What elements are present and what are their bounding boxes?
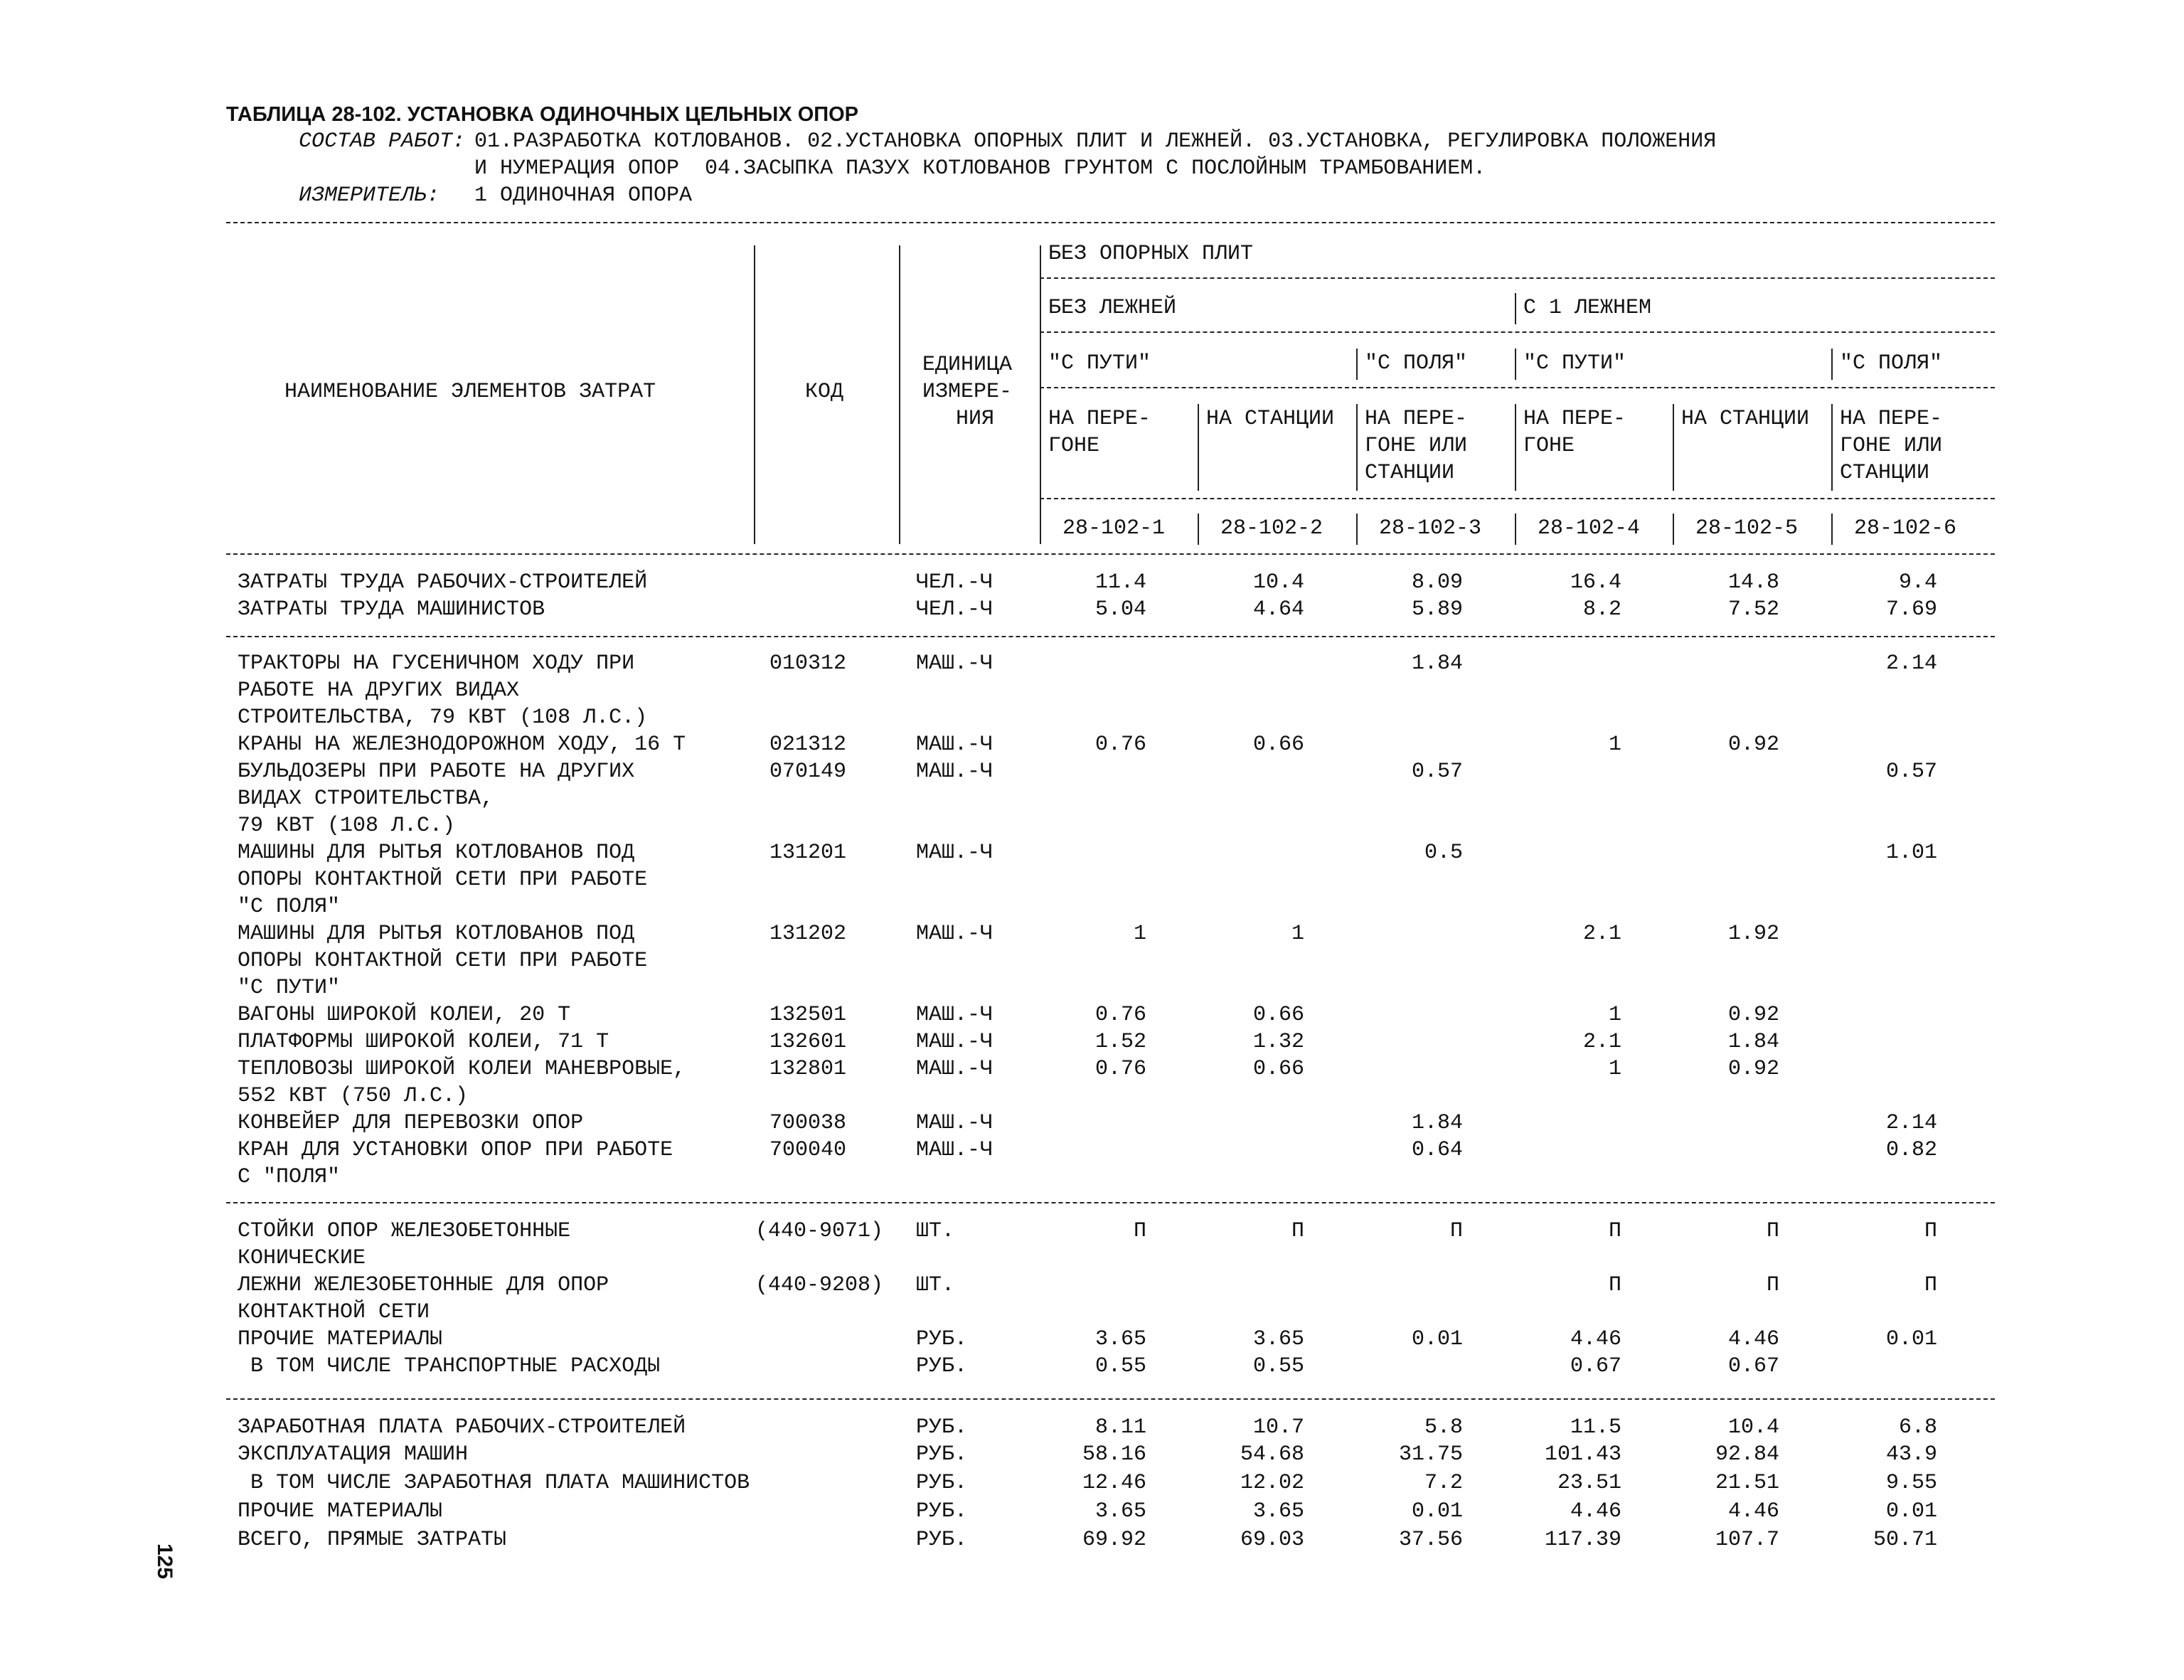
composition-line-1: 01.РАЗРАБОТКА КОТЛОВАНОВ. 02.УСТАНОВКА ОПОРНЫХ ПЛИТ И ЛЕЖНЕЙ. 03.УСТАНОВКА, РЕГУЛИРОВКА ПОЛОЖЕНИЯ (474, 129, 1717, 154)
sub-4-line-1: НА ПЕРЕ- (1523, 407, 1626, 431)
rule-header-1 (1040, 277, 1995, 279)
row-name-line: ВАГОНЫ ШИРОКОЙ КОЛЕИ, 20 Т (238, 1003, 571, 1027)
row-unit: МАШ.-Ч (916, 1111, 994, 1135)
row-value: 2.1 (1582, 922, 1621, 946)
rule-section-1 (226, 636, 1995, 637)
row-value: 0.92 (1727, 733, 1779, 757)
row-value: П (1133, 1219, 1146, 1243)
row-value: 0.67 (1727, 1354, 1779, 1378)
row-unit: РУБ. (916, 1499, 968, 1524)
row-value: 11.4 (1094, 570, 1146, 595)
rule-section-3 (226, 1398, 1995, 1400)
row-code: (440-9208) (755, 1273, 884, 1297)
row-value: 3.65 (1094, 1327, 1146, 1351)
row-value: 4.64 (1252, 597, 1304, 622)
header-unit-3: НИЯ (956, 407, 995, 431)
header-from-field-1: "С ПОЛЯ" (1365, 351, 1468, 376)
vline-unit (1040, 245, 1041, 544)
row-unit: ШТ. (916, 1219, 955, 1243)
row-value: 69.03 (1240, 1528, 1304, 1552)
vline-code-6 (1831, 514, 1833, 545)
row-value: 2.14 (1885, 652, 1937, 676)
row-value: 21.51 (1715, 1471, 1779, 1495)
row-value: 7.52 (1727, 597, 1779, 622)
vline-name (754, 245, 755, 544)
row-unit: МАШ.-Ч (916, 1003, 994, 1027)
row-name-line: "С ПУТИ" (238, 976, 341, 1000)
row-code: 132501 (769, 1003, 847, 1027)
row-name-line: 552 КВТ (750 Л.С.) (238, 1084, 469, 1108)
col-code-5: 28-102-5 (1695, 516, 1799, 541)
row-value: 0.92 (1727, 1057, 1779, 1081)
row-unit: МАШ.-Ч (916, 733, 994, 757)
row-code: 132601 (769, 1030, 847, 1054)
col-code-4: 28-102-4 (1538, 516, 1641, 541)
row-value: 5.89 (1411, 597, 1463, 622)
row-value: 107.7 (1715, 1528, 1779, 1552)
row-unit: МАШ.-Ч (916, 1030, 994, 1054)
vline-sub-4 (1515, 404, 1516, 491)
row-name-line: ОПОРЫ КОНТАКТНОЙ СЕТИ ПРИ РАБОТЕ (238, 949, 648, 973)
row-name-line: ТРАКТОРЫ НА ГУСЕНИЧНОМ ХОДУ ПРИ (238, 652, 635, 676)
sub-6-line-1: НА ПЕРЕ- (1840, 407, 1943, 431)
sub-5-line-1: НА СТАНЦИИ (1681, 407, 1810, 431)
row-value: 1.84 (1727, 1030, 1779, 1054)
row-value: 0.01 (1411, 1327, 1463, 1351)
row-value: 0.57 (1885, 760, 1937, 784)
row-name-line: СТОЙКИ ОПОР ЖЕЛЕЗОБЕТОННЫЕ (238, 1219, 571, 1243)
row-unit: МАШ.-Ч (916, 760, 994, 784)
row-code: (440-9071) (755, 1219, 884, 1243)
row-value: 8.09 (1411, 570, 1463, 595)
row-code: 700038 (769, 1111, 847, 1135)
row-name-line: 79 КВТ (108 Л.С.) (238, 814, 456, 838)
row-value: 0.01 (1411, 1499, 1463, 1524)
row-value: 7.69 (1885, 597, 1937, 622)
row-value: 101.43 (1544, 1442, 1621, 1467)
row-value: 1.84 (1411, 1111, 1463, 1135)
row-code: 070149 (769, 760, 847, 784)
row-value: 0.76 (1094, 1003, 1146, 1027)
row-unit: РУБ. (916, 1354, 968, 1378)
row-name-line: С "ПОЛЯ" (238, 1165, 341, 1189)
col-code-6: 28-102-6 (1854, 516, 1957, 541)
row-value: 1 (1608, 1057, 1621, 1081)
row-value: 58.16 (1082, 1442, 1146, 1467)
col-code-2: 28-102-2 (1220, 516, 1323, 541)
row-name-line: ТЕПЛОВОЗЫ ШИРОКОЙ КОЛЕИ МАНЕВРОВЫЕ, (238, 1057, 686, 1081)
header-from-field-2: "С ПОЛЯ" (1840, 351, 1943, 376)
table-title: ТАБЛИЦА 28-102. УСТАНОВКА ОДИНОЧНЫХ ЦЕЛЬНЫХ ОПОР (226, 103, 859, 126)
row-name-line: В ТОМ ЧИСЛЕ ТРАНСПОРТНЫЕ РАСХОДЫ (238, 1354, 661, 1378)
row-value: 6.8 (1898, 1415, 1937, 1440)
sub-4-line-2: ГОНЕ (1523, 434, 1575, 458)
vline-sub-3 (1356, 404, 1358, 491)
row-name-line: ВСЕГО, ПРЯМЫЕ ЗАТРАТЫ (238, 1528, 507, 1552)
row-value: 10.4 (1727, 1415, 1779, 1440)
row-value: П (1608, 1219, 1621, 1243)
vline-sleeper-group (1515, 293, 1516, 324)
row-value: 1.32 (1252, 1030, 1304, 1054)
row-value: 0.57 (1411, 760, 1463, 784)
row-unit: РУБ. (916, 1471, 968, 1495)
row-name-line: ЗАТРАТЫ ТРУДА МАШИНИСТОВ (238, 597, 545, 622)
row-code: 021312 (769, 733, 847, 757)
row-name-line: "С ПОЛЯ" (238, 895, 341, 919)
row-name-line: КОНТАКТНОЙ СЕТИ (238, 1300, 430, 1324)
row-value: П (1766, 1219, 1779, 1243)
row-value: 0.01 (1885, 1499, 1937, 1524)
row-value: 0.55 (1252, 1354, 1304, 1378)
measure-label: ИЗМЕРИТЕЛЬ: (299, 184, 440, 208)
row-name-line: КОНИЧЕСКИЕ (238, 1246, 366, 1270)
row-value: 37.56 (1398, 1528, 1463, 1552)
row-value: 31.75 (1398, 1442, 1463, 1467)
col-code-3: 28-102-3 (1379, 516, 1482, 541)
row-unit: ЧЕЛ.-Ч (916, 597, 994, 622)
row-value: 0.64 (1411, 1138, 1463, 1162)
measure-value: 1 ОДИНОЧНАЯ ОПОРА (474, 184, 693, 208)
row-name-line: ПРОЧИЕ МАТЕРИАЛЫ (238, 1327, 443, 1351)
header-name-col: НАИМЕНОВАНИЕ ЭЛЕМЕНТОВ ЗАТРАТ (284, 380, 656, 404)
row-value: 54.68 (1240, 1442, 1304, 1467)
row-code: 131202 (769, 922, 847, 946)
row-unit: МАШ.-Ч (916, 652, 994, 676)
row-value: 5.04 (1094, 597, 1146, 622)
sub-3-line-2: ГОНЕ ИЛИ (1365, 434, 1468, 458)
row-unit: ЧЕЛ.-Ч (916, 570, 994, 595)
page-number: 125 (153, 1543, 176, 1580)
sub-3-line-3: СТАНЦИИ (1365, 461, 1455, 485)
row-name-line: ОПОРЫ КОНТАКТНОЙ СЕТИ ПРИ РАБОТЕ (238, 868, 648, 892)
row-unit: РУБ. (916, 1442, 968, 1467)
row-name-line: КОНВЕЙЕР ДЛЯ ПЕРЕВОЗКИ ОПОР (238, 1111, 584, 1135)
row-value: 0.82 (1885, 1138, 1937, 1162)
row-value: 8.2 (1582, 597, 1621, 622)
row-unit: МАШ.-Ч (916, 1138, 994, 1162)
rule-header-2 (1040, 331, 1995, 333)
vline-code-5 (1673, 514, 1674, 545)
row-name-line: СТРОИТЕЛЬСТВА, 79 КВТ (108 Л.С.) (238, 706, 648, 730)
sub-1-line-1: НА ПЕРЕ- (1048, 407, 1151, 431)
row-name-line: МАШИНЫ ДЛЯ РЫТЬЯ КОТЛОВАНОВ ПОД (238, 922, 635, 946)
row-value: 0.01 (1885, 1327, 1937, 1351)
row-value: П (1766, 1273, 1779, 1297)
row-value: 0.92 (1727, 1003, 1779, 1027)
row-unit: ШТ. (916, 1273, 955, 1297)
row-value: 1 (1608, 1003, 1621, 1027)
header-one-sleeper: С 1 ЛЕЖНЕМ (1523, 296, 1652, 320)
row-value: 0.55 (1094, 1354, 1146, 1378)
row-name-line: КРАН ДЛЯ УСТАНОВКИ ОПОР ПРИ РАБОТЕ (238, 1138, 673, 1162)
row-name-line: МАШИНЫ ДЛЯ РЫТЬЯ КОТЛОВАНОВ ПОД (238, 841, 635, 865)
row-value: 12.46 (1082, 1471, 1146, 1495)
header-from-track-1: "С ПУТИ" (1048, 351, 1151, 376)
header-code-col: КОД (805, 380, 844, 404)
row-value: П (1924, 1219, 1937, 1243)
row-value: 2.1 (1582, 1030, 1621, 1054)
row-value: 9.55 (1885, 1471, 1937, 1495)
vline-track-2 (1515, 349, 1516, 380)
row-value: 4.46 (1727, 1499, 1779, 1524)
row-unit: РУБ. (916, 1415, 968, 1440)
row-value: П (1449, 1219, 1463, 1243)
row-value: 43.9 (1885, 1442, 1937, 1467)
row-value: 14.8 (1727, 570, 1779, 595)
row-name-line: ЛЕЖНИ ЖЕЛЕЗОБЕТОННЫЕ ДЛЯ ОПОР (238, 1273, 609, 1297)
header-from-track-2: "С ПУТИ" (1523, 351, 1626, 376)
header-unit-1: ЕДИНИЦА (922, 353, 1013, 377)
row-value: 1.92 (1727, 922, 1779, 946)
header-no-plates: БЕЗ ОПОРНЫХ ПЛИТ (1048, 242, 1254, 266)
row-value: 9.4 (1898, 570, 1937, 595)
row-value: 4.46 (1570, 1499, 1621, 1524)
row-name-line: ЭКСПЛУАТАЦИЯ МАШИН (238, 1442, 469, 1467)
vline-code-4 (1515, 514, 1516, 545)
row-value: 10.4 (1252, 570, 1304, 595)
row-value: 10.7 (1252, 1415, 1304, 1440)
row-value: 0.67 (1570, 1354, 1621, 1378)
row-code: 132801 (769, 1057, 847, 1081)
row-code: 131201 (769, 841, 847, 865)
row-value: 0.66 (1252, 1057, 1304, 1081)
row-unit: МАШ.-Ч (916, 922, 994, 946)
row-value: П (1924, 1273, 1937, 1297)
row-value: 16.4 (1570, 570, 1621, 595)
col-code-1: 28-102-1 (1062, 516, 1166, 541)
vline-code-2 (1198, 514, 1199, 545)
row-value: П (1291, 1219, 1304, 1243)
rule-header-bottom (226, 553, 1995, 555)
row-value: 23.51 (1557, 1471, 1621, 1495)
row-value: 0.76 (1094, 1057, 1146, 1081)
sub-3-line-1: НА ПЕРЕ- (1365, 407, 1468, 431)
row-value: П (1608, 1273, 1621, 1297)
vline-sub-2 (1198, 404, 1199, 491)
sub-6-line-3: СТАНЦИИ (1840, 461, 1930, 485)
row-value: 3.65 (1094, 1499, 1146, 1524)
vline-sub-6 (1831, 404, 1833, 491)
row-name-line: ПРОЧИЕ МАТЕРИАЛЫ (238, 1499, 443, 1524)
rule-section-2 (226, 1202, 1995, 1203)
row-value: 11.5 (1570, 1415, 1621, 1440)
row-value: 3.65 (1252, 1499, 1304, 1524)
row-value: 4.46 (1727, 1327, 1779, 1351)
row-value: 92.84 (1715, 1442, 1779, 1467)
row-value: 1.01 (1885, 841, 1937, 865)
rule-top (226, 222, 1995, 223)
row-code: 010312 (769, 652, 847, 676)
row-value: 117.39 (1544, 1528, 1621, 1552)
row-value: 1.52 (1094, 1030, 1146, 1054)
composition-line-2: И НУМЕРАЦИЯ ОПОР 04.ЗАСЫПКА ПАЗУХ КОТЛОВАНОВ ГРУНТОМ С ПОСЛОЙНЫМ ТРАМБОВАНИЕМ. (474, 156, 1486, 181)
row-value: 69.92 (1082, 1528, 1146, 1552)
row-name-line: ПЛАТФОРМЫ ШИРОКОЙ КОЛЕИ, 71 Т (238, 1030, 609, 1054)
row-unit: МАШ.-Ч (916, 841, 994, 865)
row-value: 0.66 (1252, 1003, 1304, 1027)
sub-1-line-2: ГОНЕ (1048, 434, 1100, 458)
row-value: 4.46 (1570, 1327, 1621, 1351)
row-value: 5.8 (1424, 1415, 1463, 1440)
row-value: 1 (1133, 922, 1146, 946)
composition-label: СОСТАВ РАБОТ: (299, 129, 466, 154)
vline-code (899, 245, 900, 544)
row-name-line: ЗАТРАТЫ ТРУДА РАБОЧИХ-СТРОИТЕЛЕЙ (238, 570, 648, 595)
row-unit: РУБ. (916, 1528, 968, 1552)
row-value: 12.02 (1240, 1471, 1304, 1495)
rule-header-3 (1040, 387, 1995, 388)
row-value: 0.76 (1094, 733, 1146, 757)
vline-field-2 (1831, 349, 1833, 380)
row-unit: РУБ. (916, 1327, 968, 1351)
row-name-line: ЗАРАБОТНАЯ ПЛАТА РАБОЧИХ-СТРОИТЕЛЕЙ (238, 1415, 686, 1440)
row-value: 2.14 (1885, 1111, 1937, 1135)
row-name-line: БУЛЬДОЗЕРЫ ПРИ РАБОТЕ НА ДРУГИХ (238, 760, 635, 784)
vline-field-1 (1356, 349, 1358, 380)
row-name-line: РАБОТЕ НА ДРУГИХ ВИДАХ (238, 679, 520, 703)
row-value: 3.65 (1252, 1327, 1304, 1351)
row-name-line: ВИДАХ СТРОИТЕЛЬСТВА, (238, 787, 494, 811)
rule-header-4 (1040, 498, 1995, 499)
vline-sub-5 (1673, 404, 1674, 491)
row-value: 1.84 (1411, 652, 1463, 676)
row-value: 0.5 (1424, 841, 1463, 865)
row-name-line: В ТОМ ЧИСЛЕ ЗАРАБОТНАЯ ПЛАТА МАШИНИСТОВ (238, 1471, 750, 1495)
sub-2-line-1: НА СТАНЦИИ (1206, 407, 1335, 431)
row-code: 700040 (769, 1138, 847, 1162)
sub-6-line-2: ГОНЕ ИЛИ (1840, 434, 1943, 458)
header-unit-2: ИЗМЕРЕ- (922, 380, 1013, 404)
row-value: 50.71 (1873, 1528, 1937, 1552)
vline-code-3 (1356, 514, 1358, 545)
row-unit: МАШ.-Ч (916, 1057, 994, 1081)
row-value: 8.11 (1094, 1415, 1146, 1440)
row-value: 1 (1608, 733, 1621, 757)
header-no-sleepers: БЕЗ ЛЕЖНЕЙ (1048, 296, 1177, 320)
row-name-line: КРАНЫ НА ЖЕЛЕЗНОДОРОЖНОМ ХОДУ, 16 Т (238, 733, 686, 757)
row-value: 7.2 (1424, 1471, 1463, 1495)
row-value: 1 (1291, 922, 1304, 946)
row-value: 0.66 (1252, 733, 1304, 757)
